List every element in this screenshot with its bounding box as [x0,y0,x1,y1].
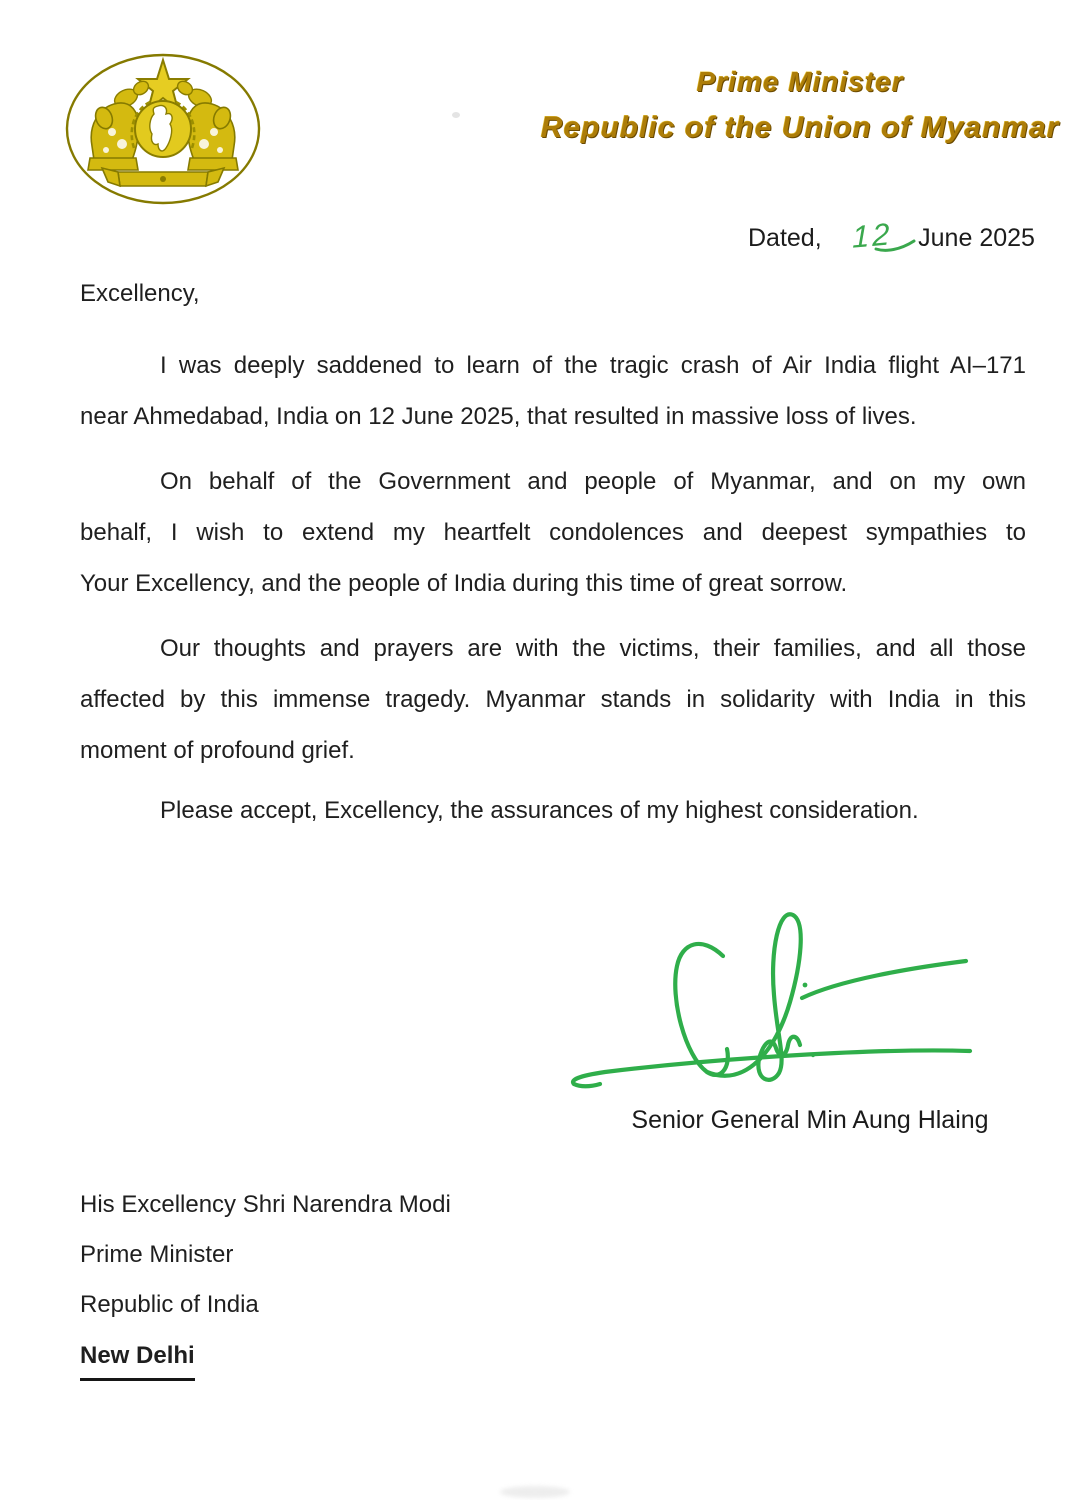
myanmar-state-emblem [62,46,264,214]
paragraph-line: Our thoughts and prayers are with the victims, their families, and all those [160,635,1026,662]
date-label: Dated, [748,224,822,252]
paragraph-line: near Ahmedabad, India on 12 June 2025, that resulted in massive loss of lives. [80,403,917,430]
recipient-title: Prime Minister [80,1241,234,1268]
myanmar-state-seal-icon [62,46,264,214]
paragraph-line: affected by this immense tragedy. Myanmar stands in solidarity with India in this [80,686,1026,713]
recipient-block [80,1180,451,1381]
recipient-name: His Excellency Shri Narendra Modi [80,1191,451,1218]
paragraph-line: On behalf of the Government and people of Myanmar, and on my own [160,468,1026,495]
recipient-country: Republic of India [80,1291,259,1318]
date-month-year: June 2025 [918,224,1035,252]
signature-ink [550,898,980,1098]
letterhead [520,66,1080,145]
paragraph-line: Please accept, Excellency, the assurances of my highest consideration. [160,797,919,824]
paragraph-line: Your Excellency, and the people of India during this time of great sorrow. [80,570,848,597]
handwritten-day-value: 12 [851,216,893,255]
letterhead-subtitle: Republic of the Union of Myanmar [540,111,1060,144]
scan-smudge [500,1486,570,1498]
salutation: Excellency, [80,280,200,307]
letterhead-title: Prime Minister [696,66,904,97]
pen-swoosh-icon [874,237,916,253]
paragraph-line: moment of profound grief. [80,737,355,764]
paragraph-line: I was deeply saddened to learn of the tragic crash of Air India flight AI–171 [160,352,1026,379]
body-paragraphs [80,340,1026,836]
handwritten-day [852,218,892,254]
paragraph [80,456,1026,609]
signatory-name: Senior General Min Aung Hlaing [631,1106,989,1134]
paragraph [80,785,1026,836]
scan-speck [452,112,460,118]
date-line [748,218,1035,254]
paragraph-line: behalf, I wish to extend my heartfelt condolences and deepest sympathies to [80,519,1026,546]
recipient-city: New Delhi [80,1334,195,1381]
paragraph [80,623,1026,776]
paragraph [80,340,1026,442]
